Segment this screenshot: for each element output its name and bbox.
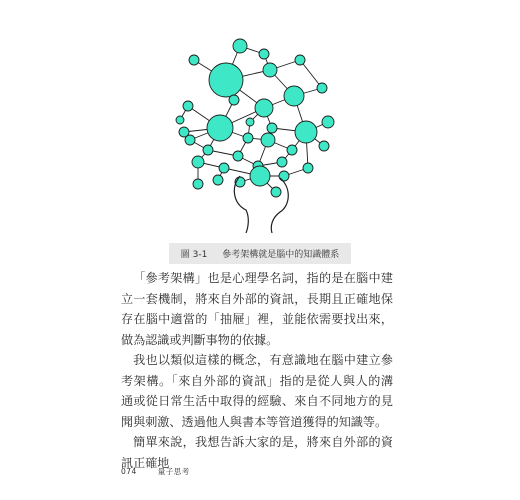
paragraph: 我也以類似這樣的概念，有意識地在腦中建立參考架構。「來自外部的資訊」指的是從人與人的溝通或從日常生活中取得的經驗、來自不同地方的見聞與刺激、透過他人與書本等管道獲得的知識等。 bbox=[121, 353, 393, 429]
network-node bbox=[185, 135, 195, 145]
network-node bbox=[279, 171, 289, 181]
network-node bbox=[261, 133, 275, 147]
network-node bbox=[183, 101, 193, 111]
body-text bbox=[121, 268, 393, 473]
network-node bbox=[287, 145, 297, 155]
network-node bbox=[207, 115, 233, 141]
network-node bbox=[243, 133, 253, 143]
caption-number: 圖 3-1 bbox=[180, 250, 208, 260]
caption-text: 參考架構就是腦中的知識體系 bbox=[222, 250, 340, 260]
network-node bbox=[203, 145, 213, 155]
figure-caption bbox=[0, 243, 520, 264]
paragraph: 簡單來說，我想告訴大家的是，將來自外部的資訊正確地 bbox=[121, 435, 393, 470]
page-number: 074 bbox=[121, 467, 137, 476]
network-node bbox=[209, 63, 243, 97]
network-node bbox=[246, 118, 254, 126]
knowledge-network-illustration bbox=[160, 28, 360, 233]
network-node bbox=[213, 175, 223, 185]
page-footer bbox=[121, 466, 190, 477]
network-node bbox=[295, 121, 317, 143]
network-node bbox=[271, 187, 281, 197]
paragraph: 「參考架構」也是心理學名詞，指的是在腦中建立一套機制，將來自外部的資訊，長期且正確地保存在腦中適當的「抽屜」裡，並能依需要找出來，做為認識或判斷事物的依據。 bbox=[121, 271, 393, 347]
network-node bbox=[284, 86, 304, 106]
network-node bbox=[250, 166, 270, 186]
network-node bbox=[319, 141, 329, 151]
network-node bbox=[219, 163, 229, 173]
network-node bbox=[322, 116, 334, 128]
network-node bbox=[193, 179, 203, 189]
network-node bbox=[233, 151, 243, 161]
network-node bbox=[277, 157, 287, 167]
network-node bbox=[192, 156, 204, 168]
network-node bbox=[263, 63, 277, 77]
network-node bbox=[255, 99, 273, 117]
network-node bbox=[259, 49, 269, 59]
network-node bbox=[295, 55, 305, 65]
network-node bbox=[317, 83, 327, 93]
network-node bbox=[229, 95, 239, 105]
network-node bbox=[303, 163, 313, 173]
network-node bbox=[267, 123, 277, 133]
book-title: 量子思考 bbox=[157, 467, 190, 476]
network-node bbox=[176, 116, 184, 124]
network-node bbox=[189, 55, 199, 65]
network-node bbox=[233, 39, 247, 53]
